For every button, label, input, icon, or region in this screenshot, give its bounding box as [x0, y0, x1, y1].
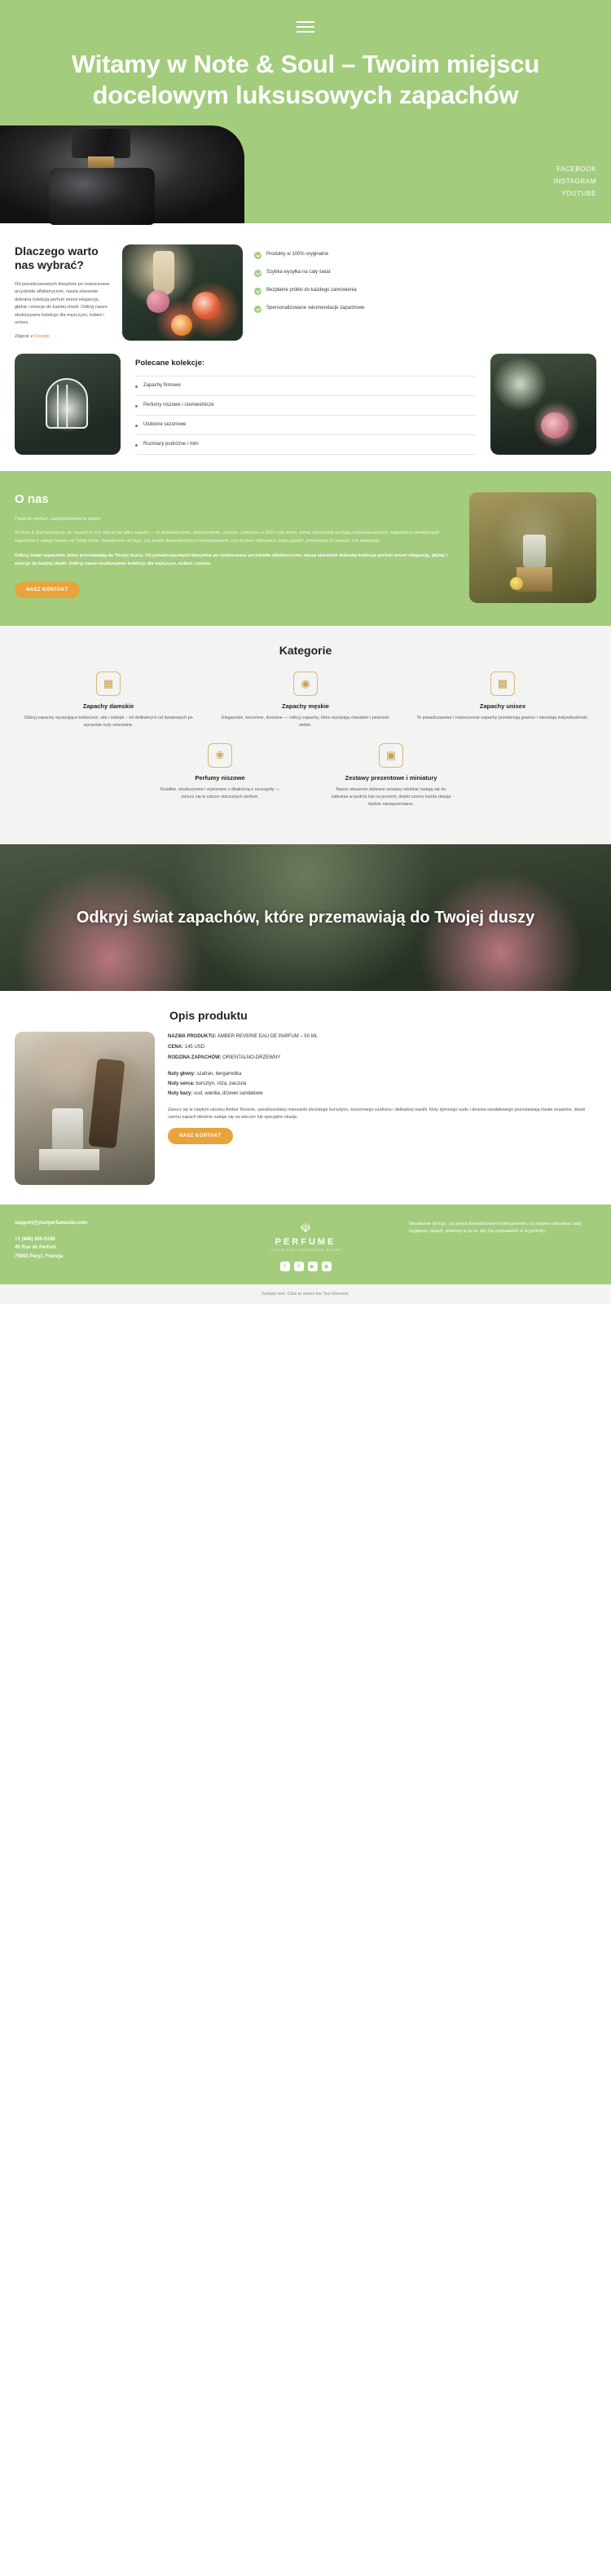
- about-photo: [469, 492, 596, 603]
- collections-list-column: [132, 354, 479, 455]
- about-section: [0, 471, 611, 626]
- benefit-label: Bezpłatne próbki do każdego zamówienia: [266, 287, 357, 293]
- hero-social-links: [554, 163, 596, 200]
- categories-section: [0, 626, 611, 845]
- spec-label: NAZWA PRODUKTU:: [168, 1034, 217, 1040]
- spray-bottle-icon: ▩: [490, 672, 515, 696]
- product-heading: Opis produktu: [169, 1009, 248, 1023]
- product-info: [168, 1032, 596, 1185]
- why-text-column: [15, 244, 111, 341]
- page-title: Witamy w Note & Soul – Twoim miejscu docelowym luksusowych zapachów: [71, 50, 540, 109]
- category-name: Zapachy męskie: [282, 702, 329, 710]
- note-row: [168, 1071, 596, 1079]
- benefit-label: Spersonalizowane rekomendacje zapachowe: [266, 305, 365, 310]
- gift-set-icon: ▣: [379, 743, 403, 768]
- check-icon: [254, 270, 262, 277]
- why-photo-fruits: [122, 244, 243, 341]
- social-link-youtube[interactable]: YOUTUBE: [561, 190, 596, 198]
- check-icon: [254, 288, 262, 295]
- note-value: oud, wanilia, drzewo sandałowe: [194, 1090, 263, 1096]
- fragrance-notes: [168, 1071, 596, 1099]
- note-value: bursztyn, róża, paczula: [196, 1081, 247, 1086]
- benefits-list: [254, 244, 596, 341]
- note-label: Nuty serca:: [168, 1081, 195, 1086]
- collections-photo-left: [15, 354, 121, 455]
- note-label: Nuty bazy:: [168, 1090, 193, 1096]
- product-row: [15, 1032, 596, 1185]
- top-nav-bar: [0, 13, 611, 41]
- flacon-shape: [523, 535, 546, 567]
- footer: [0, 1204, 611, 1284]
- twitter-x-icon[interactable]: ✕: [294, 1262, 304, 1271]
- banner-title: Odkryj świat zapachów, które przemawiają do Twojej duszy: [76, 908, 535, 927]
- driftwood-shape: [88, 1059, 125, 1149]
- footer-address-line-1: 45 Rue de Parfum: [15, 1245, 56, 1251]
- category-name: Zestawy prezentowe i miniatury: [345, 774, 437, 782]
- footer-address-line-2: 75002 Paryż, Francja: [15, 1253, 64, 1259]
- collections-photo-right: [490, 354, 596, 455]
- collection-item[interactable]: Zapachy firmowe: [135, 376, 476, 396]
- bottle-cap: [72, 129, 130, 158]
- categories-row-2: [15, 743, 596, 808]
- categories-title: Kategorie: [279, 643, 332, 657]
- product-spec-row: [168, 1055, 596, 1063]
- footer-social-icons: [212, 1262, 399, 1271]
- category-text: Te ponadczasowe i nowoczesne zapachy przełamują granice i określają indywidualność.: [416, 715, 589, 720]
- why-title: Dlaczego warto nas wybrać?: [15, 244, 99, 272]
- photo-flower-shape: [147, 290, 169, 313]
- product-description-section: [0, 991, 611, 1204]
- instagram-icon[interactable]: ◉: [322, 1262, 332, 1271]
- youtube-icon[interactable]: ▶: [308, 1262, 318, 1271]
- category-text: Nasze starannie dobrane zestawy idealnie nadają się do zabrania w podróż lub na prezent, dzięki czemu każda okazja będzie niezapomniana.: [331, 787, 451, 808]
- product-description-text: Zanurz się w ciepłym uścisku Amber Reverie, uwodzicielskiej mieszanki złocistego bursztynu, korzennego szafranu i delikatnej wanilii. Nuty dymnego oudu i drzewa sandałowego pozostawiają trwałe wrażenie, dzięki czemu zapach idealnie nadaje się na wieczór lub specjalne okazje.: [168, 1107, 586, 1120]
- note-row: [168, 1081, 596, 1089]
- check-icon: [254, 252, 262, 259]
- benefit-label: Produkty w 100% oryginalne: [266, 251, 329, 257]
- product-spec-row: [168, 1033, 596, 1041]
- photo-credit: [15, 334, 111, 339]
- collections-row: [15, 354, 596, 455]
- bottom-sample-bar[interactable]: Sample text. Click to select the Text Element.: [0, 1284, 611, 1304]
- perfume-bottle-logo-icon: ☫: [300, 1222, 311, 1236]
- hero-image: [0, 125, 611, 223]
- category-name: Zapachy unisex: [479, 702, 526, 710]
- product-contact-button[interactable]: NASZ KONTAKT: [168, 1128, 233, 1144]
- photo-orange-shape: [171, 315, 192, 336]
- footer-legal-column: [409, 1221, 596, 1271]
- note-value: szafran, bergamotka: [196, 1071, 242, 1077]
- birdcage-shape: [46, 378, 88, 429]
- about-paragraph-1: W Note & Soul wierzymy, że zapach to coś więcej niż tylko zapach — to doświadczenie, wspomnienie, uczucie. Założona w 2024 roku firma, której założyciele kochają niepowtarzalnych, najbardziej uwielbianych zapachów z całego świata od Twoje drzwi. Niezależnie od tego, czy jesteś doświadczonym kolekcjonerem, czy dopiero odkrywasz swój zapach, pomożemy Ci znaleźć coś idealnego.: [15, 531, 440, 544]
- promo-banner-section: [0, 844, 611, 991]
- benefit-item: [254, 251, 596, 259]
- note-row: [168, 1090, 596, 1099]
- hero-section: [0, 0, 611, 223]
- footer-phone[interactable]: +1 (846) 555-0198: [15, 1237, 55, 1243]
- spec-value: 145 USD: [184, 1045, 205, 1050]
- photo-bottle-shape: [153, 251, 174, 295]
- photo-credit-link[interactable]: Freepik: [33, 333, 50, 339]
- check-icon: [254, 306, 262, 313]
- about-contact-button[interactable]: NASZ KONTAKT: [15, 582, 80, 598]
- spec-label: RODZINA ZAPACHÓW:: [168, 1055, 222, 1060]
- product-base-shape: [39, 1149, 99, 1170]
- collections-title: Polecane kolekcje:: [135, 358, 205, 368]
- diffuser-icon: ❀: [208, 743, 232, 768]
- bottle-body: [49, 168, 155, 225]
- collection-item[interactable]: Ulubione sezonowe: [135, 416, 476, 435]
- product-photo: [15, 1032, 155, 1185]
- hamburger-menu-icon[interactable]: [297, 21, 314, 33]
- spec-label: CENA:: [168, 1045, 183, 1050]
- perfume-bottle-icon: ▦: [96, 672, 121, 696]
- benefit-item: [254, 269, 596, 277]
- rose-shape: [541, 412, 569, 438]
- footer-brand-column: [212, 1221, 399, 1271]
- round-flacon-icon: ◉: [293, 672, 318, 696]
- footer-logo-name: PERFUME: [275, 1237, 336, 1248]
- footer-email[interactable]: support@yourperfumesite.com: [15, 1221, 88, 1226]
- category-card[interactable]: [151, 743, 289, 808]
- product-spec-row: [168, 1044, 596, 1052]
- benefit-item: [254, 287, 596, 295]
- photo-credit-prefix: Zdjęcie z: [15, 333, 34, 339]
- category-text: Rzadkie, ekskluzywne i wykonane z dbałością o szczegóły — zanurz się w sztuce otaczanych perfum.: [160, 787, 280, 800]
- why-paragraph: Od ponadczasowych klasyków po nowoczesne arcydzieła olfaktoryczne, nasza starannie dobrana kolekcja perfum wnosi elegancję, głębię i emocje do każdej chwili. Odkryj nasze ekskluzywne kolekcje dla mężczyzn, kobiet i unisex.: [15, 281, 110, 326]
- about-paragraph-2: Odkryj świat zapachów, które przemawiają do Twojej duszy. Od ponadczasowych klasyków po nowoczesne arcydzieła olfaktoryczne, nasza starannie dobrana kolekcja perfum wnosi elegancję, głębię i emocje do każdej chwili. Odkryj nasze ekskluzywne kolekcje dla mężczyzn, kobiet i unisex.: [15, 553, 448, 566]
- categories-row-1: [15, 672, 596, 729]
- category-name: Zapachy damskie: [82, 702, 134, 710]
- spec-value: ORIENTALNO-DRZEWNY: [222, 1055, 281, 1060]
- why-top-row: [15, 244, 596, 341]
- footer-logo-subtitle: LUXURIOUS FRAGRANCE STORE: [270, 1248, 341, 1253]
- collection-item[interactable]: Rozmiary podróżne i mini: [135, 435, 476, 455]
- about-tagline: Pasja do perfum, zaangażowanie w jakość: [15, 516, 101, 522]
- footer-legal-text: Niezależnie od tego, czy jesteś doświadczonym kolekcjonerem, czy dopiero odkrywasz swój wyjątkowy zapach, jesteśmy tu po to, aby Cię poprowadzić w tej podróży.: [409, 1222, 582, 1234]
- note-label: Nuty głowy:: [168, 1071, 196, 1077]
- benefit-item: [254, 305, 596, 313]
- lemon-shape: [510, 577, 523, 590]
- benefit-label: Szybka wysyłka na cały świat: [266, 269, 331, 275]
- product-bottle-shape: [52, 1108, 83, 1151]
- category-text: Eleganckie, korzenne, drzewne — odkryj zapachy, które wyrażają charakter i pewność siebie.: [221, 715, 390, 728]
- collection-item[interactable]: Perfumy niszowe i rzemieślnicze: [135, 396, 476, 416]
- category-card[interactable]: [322, 743, 460, 808]
- why-choose-us-section: [0, 223, 611, 471]
- category-text: Odkryj zapachy wyrażające kobiecość, siłę i wdzięk – od delikatnych od kwiatowych po wyraziste nuty orientalne.: [24, 715, 193, 728]
- hero-perfume-bottle-photo: [0, 125, 244, 223]
- social-link-facebook[interactable]: FACEBOOK: [556, 165, 596, 174]
- spec-value: AMBER REVERIE EAU DE PARFUM – 50 ML: [217, 1034, 319, 1040]
- category-name: Perfumy niszowe: [195, 774, 245, 782]
- about-text-column: [15, 492, 455, 603]
- about-title: O nas: [15, 491, 49, 506]
- category-card[interactable]: [409, 672, 596, 729]
- footer-contact-column: [15, 1221, 202, 1271]
- category-card[interactable]: [15, 672, 202, 729]
- photo-grapefruit-shape: [192, 292, 220, 319]
- facebook-icon[interactable]: f: [280, 1262, 290, 1271]
- category-card[interactable]: [212, 672, 399, 729]
- social-link-instagram[interactable]: INSTAGRAM: [553, 178, 596, 186]
